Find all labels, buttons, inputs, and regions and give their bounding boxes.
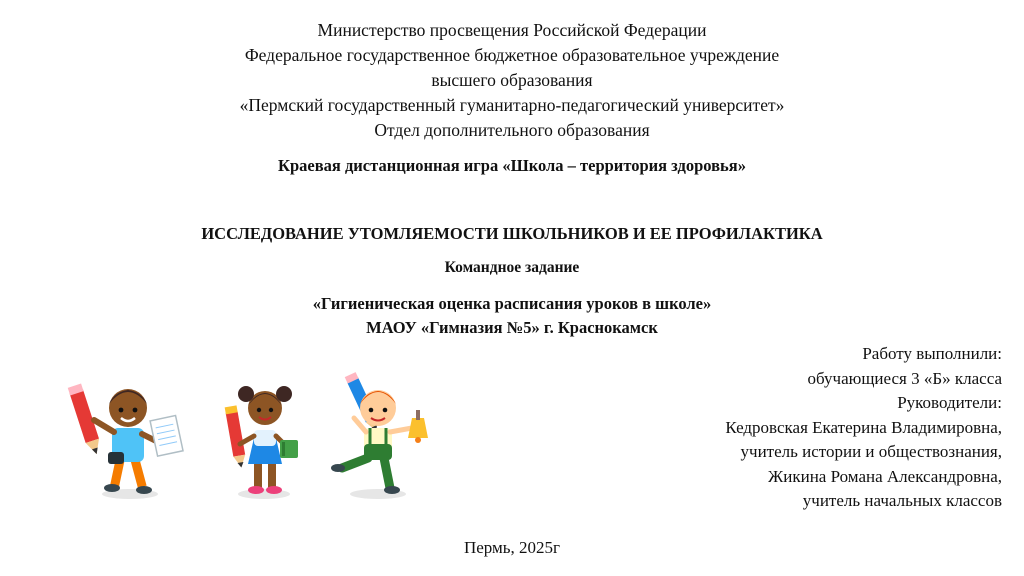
- institution-type-line: Федеральное государственное бюджетное образовательное учреждение: [244, 45, 780, 65]
- ministry-line: Министерство просвещения Российской Федерации: [317, 20, 707, 40]
- supervisor-2-role: учитель начальных классов: [802, 491, 1002, 510]
- boy-with-bell-icon: [331, 372, 428, 499]
- university-name-line: «Пермский государственный гуманитарно-педагогический университет»: [239, 95, 785, 115]
- authors-heading: Работу выполнили:: [862, 344, 1002, 363]
- school-name: МАОУ «Гимназия №5» г. Краснокамск: [366, 318, 658, 337]
- authors-block: [725, 342, 1002, 514]
- supervisor-1-role: учитель истории и обществознания,: [740, 442, 1002, 461]
- school-kids-illustration: [62, 372, 462, 502]
- task-label: Командное задание: [444, 259, 580, 276]
- department-line: Отдел дополнительного образования: [374, 120, 650, 140]
- document-title: ИССЛЕДОВАНИЕ УТОМЛЯЕМОСТИ ШКОЛЬНИКОВ И ЕЕ ПРОФИЛАКТИКА: [201, 224, 823, 243]
- supervisors-heading: Руководители:: [897, 393, 1002, 412]
- organization-header: [0, 18, 1024, 143]
- supervisor-1-name: Кедровская Екатерина Владимировна,: [725, 417, 1002, 437]
- students-class: обучающиеся 3 «Б» класса: [807, 368, 1002, 388]
- education-level-line: высшего образования: [431, 70, 593, 90]
- girl-with-book-icon: [225, 386, 298, 499]
- supervisor-2-name: Жикина Романа Александровна,: [768, 466, 1002, 486]
- boy-with-notebook-icon: [68, 384, 183, 499]
- event-title: Краевая дистанционная игра «Школа – территория здоровья»: [278, 156, 746, 175]
- topic-block: [0, 292, 1024, 340]
- topic-title: «Гигиеническая оценка расписания уроков в школе»: [312, 294, 712, 313]
- city-year: Пермь, 2025г: [463, 538, 561, 557]
